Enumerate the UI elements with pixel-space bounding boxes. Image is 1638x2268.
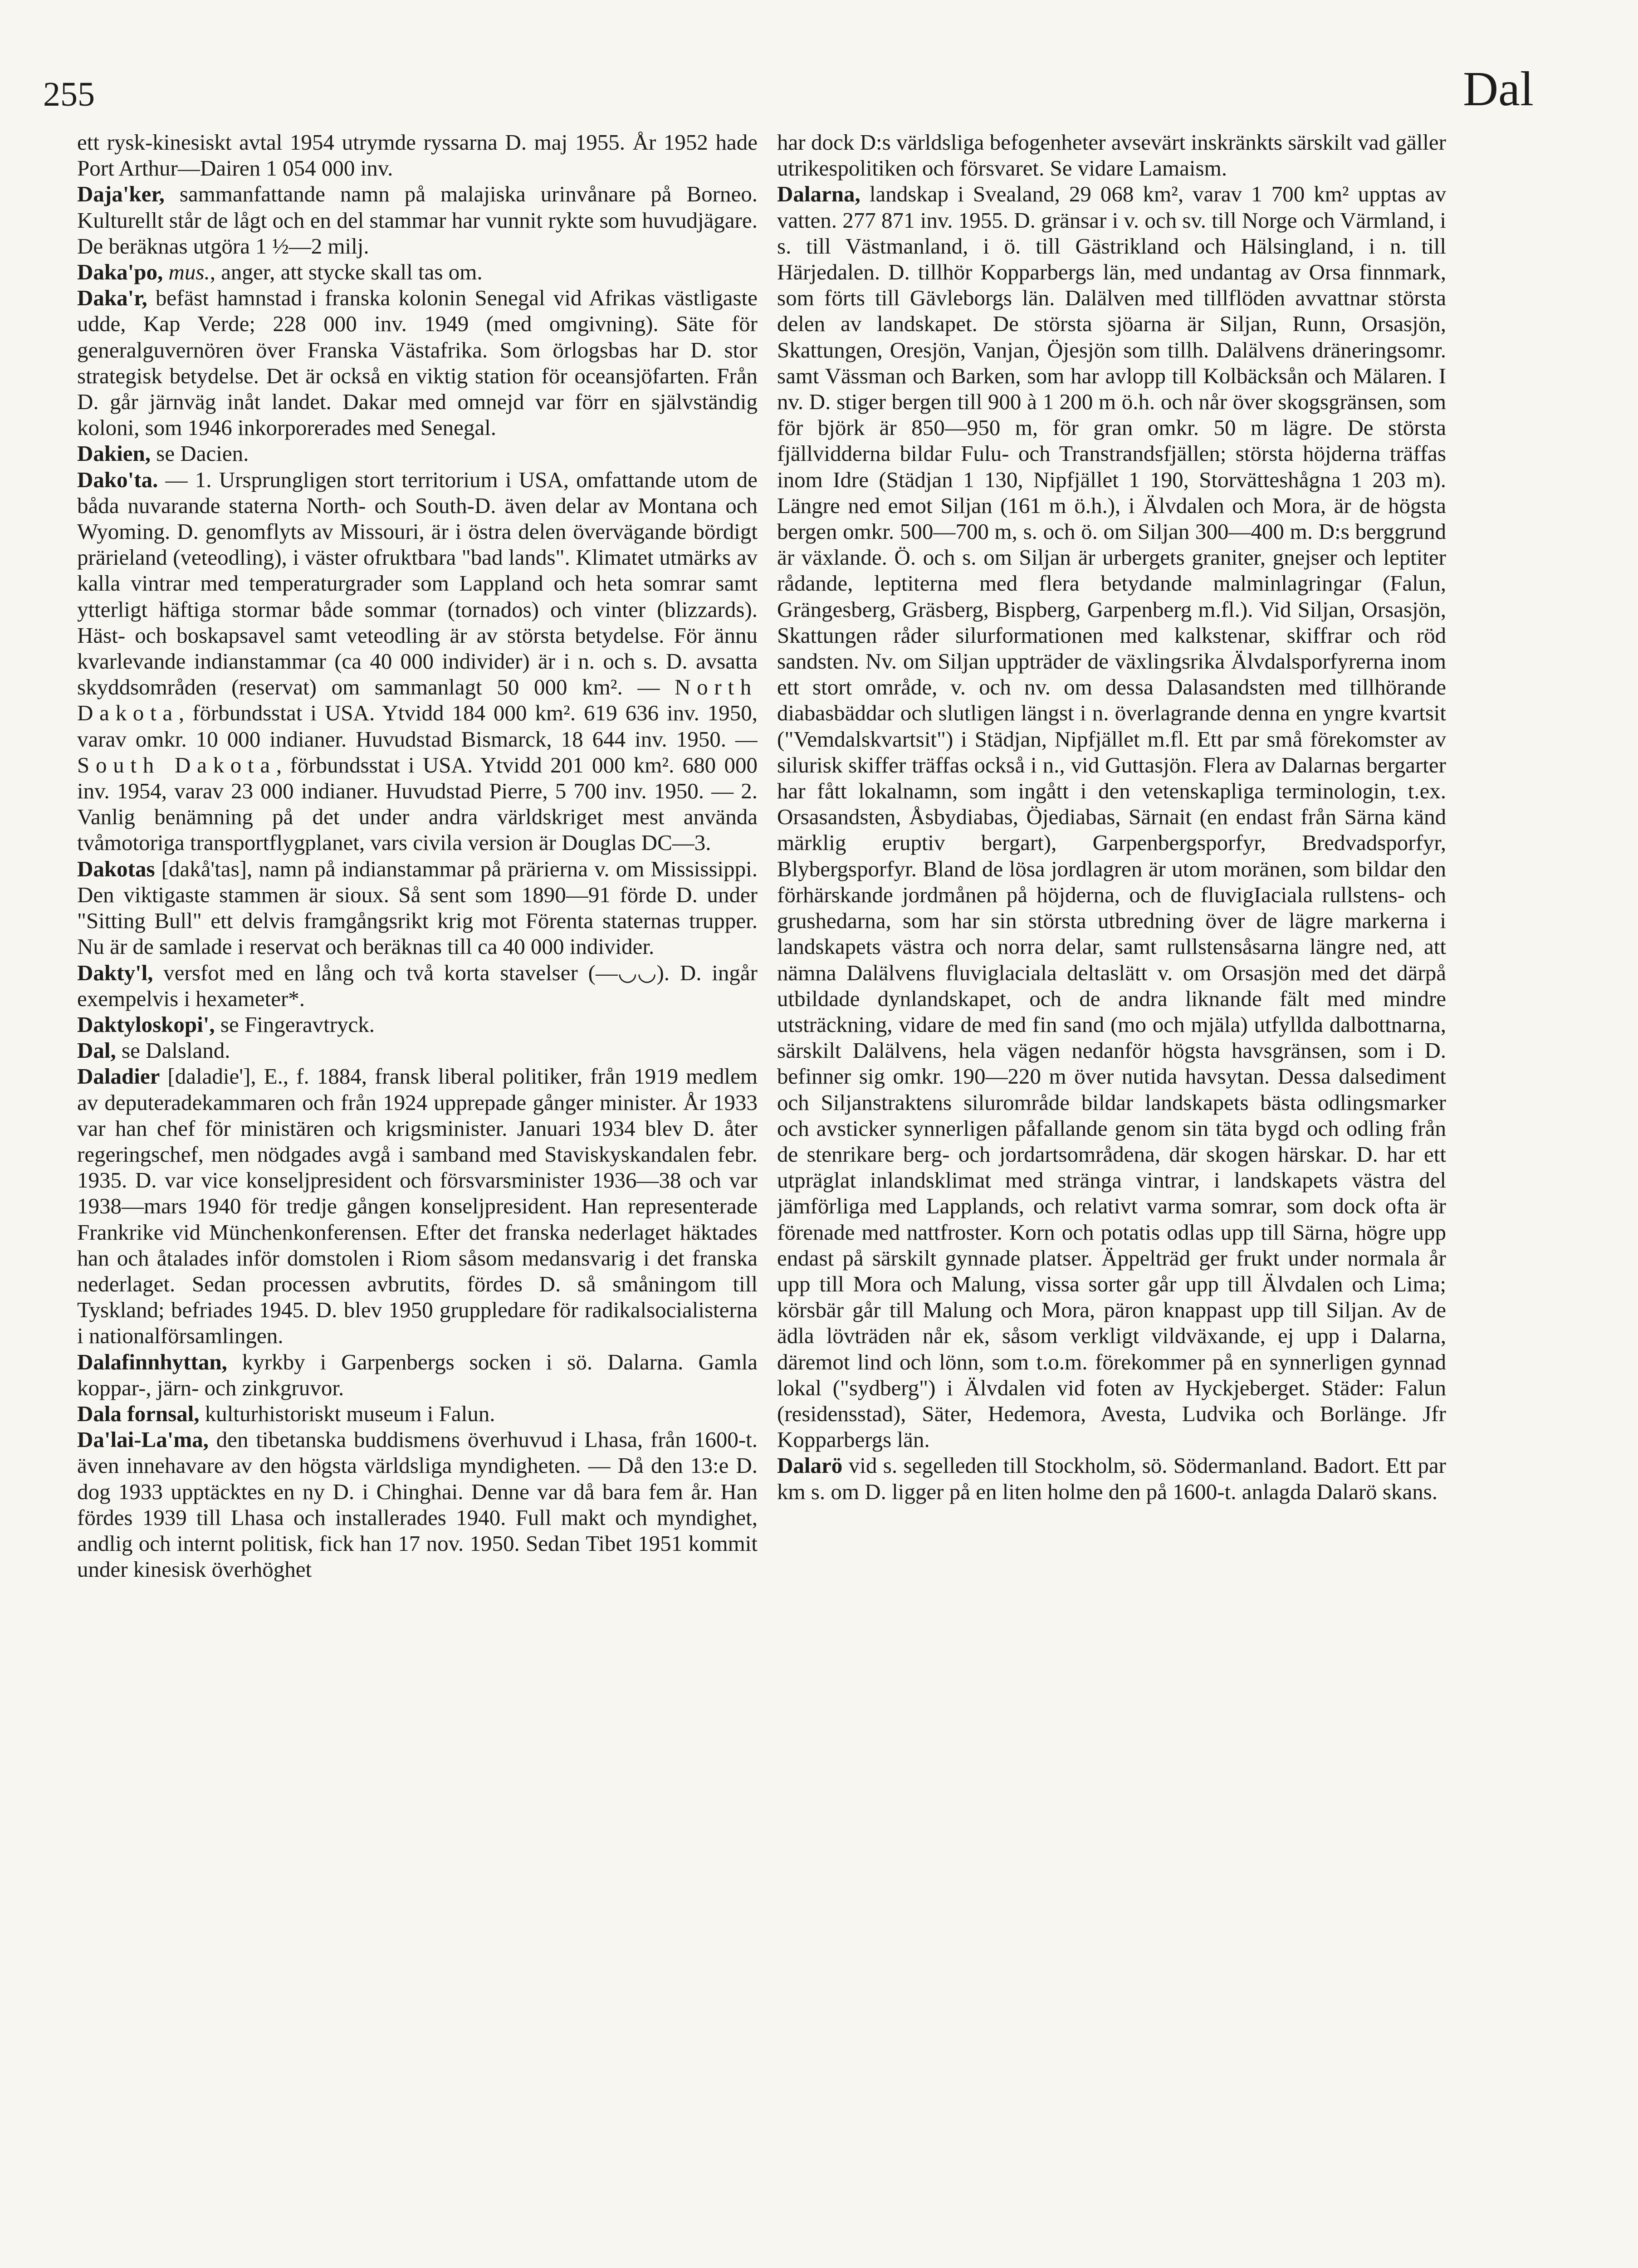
entry-text: landskap i Svealand, 29 068 km², varav 1 700 km² upptas av vatten. 277 871 inv. 1955. D. gränsar i v. och sv. till Norge och Värmland, i s. till Västmanland, i ö. till Gästrikland och Hälsingland, i n. till Härjedalen. D. tillhör Kopparbergs län, med undantag av Orsa finnmark, som förts till Gävleborgs län. Dalälven med tillflöden avvattnar största delen av landskapet. De största sjöarna är Siljan, Runn, Orsasjön, Skattungen, Oresjön, Vanjan, Öjesjön som tillh. Dalälvens dräneringsomr. samt Vässman och Barken, som har avlopp till Kolbäcksån och Mälaren. I nv. D. stiger bergen till 900 à 1 200 m ö.h. och når över skogsgränsen, som för björk är 850—950 m, för gran omkr. 50 m lägre. De största fjällvidderna bildar Fulu- och Transtrandsfjällen; största höjderna träffas inom Idre (Städjan 1 130, Nipfjället 1 190, Storvätteshågna 1 203 m). Längre ned emot Siljan (161 m ö.h.), i Älvdalen och Mora, är de högsta bergen omkr. 500—700 m, s. och ö. om Siljan 300—400 m. D:s berggrund är växlande. Ö. och s. om Siljan är urbergets graniter, gnejser och leptiter rådande, leptiterna med flera betydande malminlagringar (Falun, Grängesberg, Gräsberg, Bispberg, Garpenberg m.fl.). Vid Siljan, Orsasjön, Skattungen råder silurformationen med kalkstenar, skiffrar och röd sandsten. Nv. om Siljan uppträder de växlingsrika Älvdalsporfyrerna inom ett stort område, v. och nv. om dessa Dalasandsten med tillhörande diabasbäddar och slutligen längst i n. överlagrande denna en yngre kvartsit ("Vemdalskvartsit") i Städjan, Nipfjället m.fl. Ett par små förekomster av silurisk skiffer träffas också i n., vid Guttasjön. Flera av Dalarnas bergarter har fått lokalnamn, som ingått i den vetenskapliga terminologin, t.ex. Orsasandsten, Åsbydiabas, Öjediabas, Särnait (en endast från Särna känd märklig eruptiv bergart), Garpenbergsporfyr, Bredvadsporfyr, Blybergsporfyr. Bland de lösa jordlagren är utom moränen, som bildar den förhärskande jordmånen på höjderna, och de fluvigIaciala rullstens- och grushedarna, som har sin största utbredning över de lägre markerna i landskapets västra och norra delar, samt rullstensåsarna längre ned, att nämna Dalälvens fluviglaciala deltaslätt v. om Orsasjön med det därpå utbildade dynlandskapet, och de andra liknande fält med mindre utsträckning, vidare de med fin sand (mo och mjäla) utfyllda dalbottnarna, särskilt Dalälvens, hela vägen nedanför högsta havsgränsen, som i D. befinner sig omkr. 190—220 m över nutida havsytan. Dessa dalsediment och Siljanstraktens silurområde bildar landskapets bästa odlingsmarker och avsticker synnerligen påfallande genom sin täta bygd och odling från de stenrikare berg- och jordartsområdena, där skogen härskar. D. har ett utpräglat inlandsklimat med stränga vintrar, i landskapets västra del jämförliga med Lapplands, och relativt varma somrar, som dock ofta är förenade med nattfroster. Korn och potatis odlas upp till Särna, högre upp endast på särskilt gynnade platser. Äppelträd ger frukt under normala år upp till Mora och Malung, vissa sorter går upp till Älvdalen och Lima; körsbär går till Malung och Mora, päron knappast upp till Siljan. Av de ädla lövträden når ek, såsom verkligt vildväxande, ej upp i Dalarna, däremot lind och lönn, som t.o.m. förekommer på en synnerligen gynnad lokal ("sydberg") i Älvdalen vid foten av Hyckjeberget. Städer: Falun (residensstad), Säter, Hedemora, Avesta, Ludvika och Borlänge. Jfr Kopparbergs län. <box>777 181 1446 1452</box>
entry-text: , anger, att stycke skall tas om. <box>210 259 483 285</box>
entry-dakota <box>77 467 758 856</box>
headword: Dalafinnhyttan, <box>77 1349 227 1374</box>
entry-dalai-lama <box>77 1427 758 1582</box>
spaced-name-south-dakota: South Dakota <box>77 752 276 777</box>
entry-text: har dock D:s världsliga befogenheter avsevärt inskränkts särskilt vad gäller utrikespolitiken och försvaret. Se vidare Lamaism. <box>777 130 1446 181</box>
subject-abbreviation: mus. <box>163 259 210 285</box>
headword: Da'lai-La'ma, <box>77 1427 209 1452</box>
entry-dal <box>77 1037 758 1063</box>
running-head: Dal <box>1463 62 1534 116</box>
entry-dala-fornsal <box>77 1401 758 1427</box>
headword: Daka'r, <box>77 285 147 311</box>
entry-continuation <box>777 129 1446 181</box>
headword: Dalarna, <box>777 181 861 207</box>
page-number: 255 <box>43 75 95 113</box>
entry-text: — 1. Ursprungligen stort territorium i USA, omfattande utom de båda nuvarande staterna North- och South-D. även delar av Montana och Wyoming. D. genomflyts av Missouri, är i östra delen övervägande bördigt prärieland (veteodling), i väster ofruktbara "bad lands". Klimatet utmärks av kalla vintrar med temperaturgrader som Lappland och heta somrar samt ytterligt häftiga stormar både sommar (tornados) och vinter (blizzards). Häst- och boskapsavel samt veteodling är av största betydelse. För ännu kvarlevande indianstammar (ca 40 000 individer) är i n. och s. D. avsatta skyddsområden (reservat) om sammanlagt 50 000 km². — <box>77 467 758 700</box>
entry-text: ett rysk-kinesiskt avtal 1954 utrymde ryssarna D. maj 1955. År 1952 hade Port Arthur—Dairen 1 054 000 inv. <box>77 130 758 181</box>
headword: Dalarö <box>777 1453 843 1478</box>
spaced-name-north-dakota: North Dakota <box>77 675 758 726</box>
entry-text: , förbundsstat i USA. Ytvidd 201 000 km². 680 000 inv. 1954, varav 23 000 indianer. Huvudstad Pierre, 5 700 inv. 1950. — 2. Vanlig benämning på det under andra världskriget mest använda tvåmotoriga transportflygplanet, vars civila version är Douglas DC—3. <box>77 752 758 855</box>
entry-dakien <box>77 440 758 466</box>
entry-daktyloskopi <box>77 1012 758 1037</box>
entry-daladier <box>77 1063 758 1349</box>
entry-text: sammanfattande namn på malajiska urinvånare på Borneo. Kulturellt står de lågt och en del stammar har vunnit rykte som huvudjägare. De beräknas utgöra 1 ½—2 milj. <box>77 181 758 259</box>
right-column <box>777 129 1446 2268</box>
left-column <box>77 129 758 2268</box>
entry-daktyl <box>77 960 758 1012</box>
entry-text: den tibetanska buddismens överhuvud i Lhasa, från 1600-t. även innehavare av den högsta världsliga myndigheten. — Då den 13:e D. dog 1933 upptäcktes en ny D. i Chinghai. Denne var då bara fem år. Han fördes 1939 till Lhasa och installerades 1940. Full makt och myndighet, andlig och internt politisk, fick han 17 nov. 1950. Sedan Tibet 1951 kommit under kinesisk överhöghet <box>77 1427 758 1582</box>
headword: Dakotas <box>77 856 155 881</box>
entry-text: versfot med en lång och två korta stavelser (—◡◡). D. ingår exempelvis i hexameter*. <box>77 960 758 1011</box>
entry-text: , förbundsstat i USA. Ytvidd 184 000 km². 619 636 inv. 1950, varav omkr. 10 000 indianer. Huvudstad Bismarck, 18 644 inv. 1950. — <box>77 700 758 752</box>
headword: Dala fornsal, <box>77 1401 200 1426</box>
entry-dakar <box>77 285 758 440</box>
entry-text: [daladie'], E., f. 1884, fransk liberal politiker, från 1919 medlem av deputeradekammaren och från 1924 upprepade gånger minister. År 1933 var han chef för ministären och krigsminister. Januari 1934 blev D. åter regeringschef, men nödgades avgå i samband med Staviskyskandalen febr. 1935. D. var vice konseljpresident och försvarsminister 1936—38 och var 1938—mars 1940 för tredje gången konseljpresident. Han representerade Frankrike vid Münchenkonferensen. Efter det franska nederlaget häktades han och åtalades inför domstolen i Riom såsom medansvarig i det franska nederlaget. Sedan processen avbrutits, fördes D. så småningom till Tyskland; befriades 1945. D. blev 1950 gruppledare för radikalsocialisterna i nationalförsamlingen. <box>77 1064 758 1349</box>
entry-dakotas <box>77 856 758 960</box>
entry-dakapo <box>77 259 758 285</box>
entry-text: vid s. segelleden till Stockholm, sö. Södermanland. Badort. Ett par km s. om D. ligger på en liten holme den på 1600-t. anlagda Dalarö skans. <box>777 1453 1446 1504</box>
entry-dalarna <box>777 181 1446 1452</box>
headword: Dal, <box>77 1038 116 1063</box>
entry-text: se Fingeravtryck. <box>215 1012 375 1037</box>
headword: Daka'po, <box>77 259 163 285</box>
entry-text: befäst hamnstad i franska kolonin Senegal vid Afrikas västligaste udde, Kap Verde; 228 000 inv. 1949 (med omgivning). Säte för generalguvernören över Franska Västafrika. Som örlogsbas har D. stor strategisk betydelse. Det är också en viktig station för oceansjöfarten. Från D. går järnväg inåt landet. Dakar med omnejd var förr en självständig koloni, som 1946 inkorporerades med Senegal. <box>77 285 758 440</box>
headword: Dakien, <box>77 441 151 466</box>
entry-dalaro <box>777 1452 1446 1504</box>
headword: Daktyloskopi', <box>77 1012 215 1037</box>
entry-continuation <box>77 129 758 181</box>
headword: Dako'ta. <box>77 467 158 492</box>
headword: Dakty'l, <box>77 960 153 985</box>
entry-text: [dakå'tas], namn på indianstammar på prärierna v. om Mississippi. Den viktigaste stammen är sioux. Så sent som 1890—91 förde D. under "Sitting Bull" ett delvis framgångsrikt krig mot Förenta staternas trupper. Nu är de samlade i reservat och beräknas till ca 40 000 individer. <box>77 856 758 959</box>
entry-dajaker <box>77 181 758 259</box>
entry-text: kulturhistoriskt museum i Falun. <box>199 1401 495 1426</box>
entry-dalafinnhyttan <box>77 1349 758 1401</box>
entry-text: kyrkby i Garpenbergs socken i sö. Dalarna. Gamla koppar-, järn- och zinkgruvor. <box>77 1349 758 1400</box>
entry-text: se Dalsland. <box>116 1038 230 1063</box>
headword: Daladier <box>77 1064 160 1089</box>
entry-text: se Dacien. <box>151 441 249 466</box>
headword: Daja'ker, <box>77 181 165 207</box>
